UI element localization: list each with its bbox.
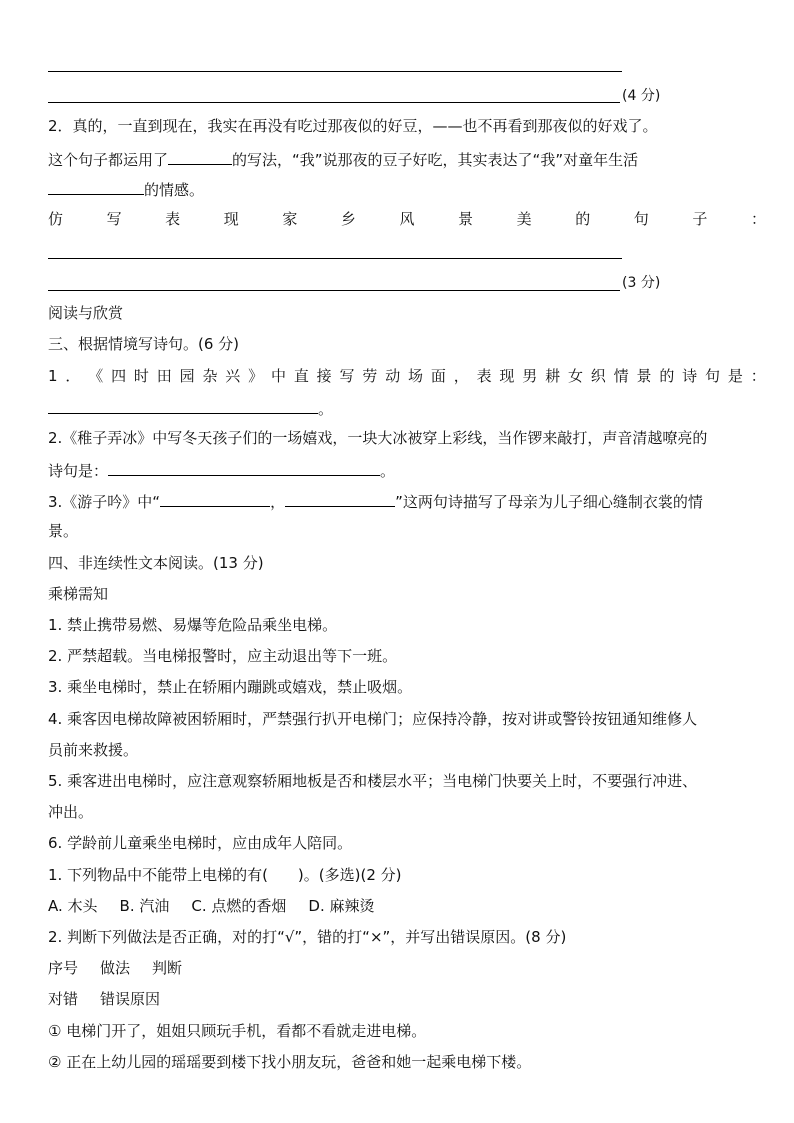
- fill-blank: [160, 490, 270, 507]
- punctuation: 。: [380, 462, 396, 480]
- answer-line: [48, 290, 620, 291]
- char: ：: [750, 367, 766, 385]
- char: 景: [458, 210, 474, 228]
- answer-line: [48, 102, 620, 103]
- char: 表: [165, 210, 181, 228]
- question-text-part: 的写法，“我”说那夜的豆子好吃，其实表达了“我”对童年生活: [232, 151, 639, 169]
- section-heading: 阅读与欣赏: [48, 304, 124, 322]
- table-header: [48, 989, 160, 1009]
- option-b: B. 汽油: [119, 897, 170, 915]
- question-text: [48, 178, 204, 198]
- char: 园: [179, 367, 195, 385]
- char: 男: [522, 367, 538, 385]
- char: 场: [408, 367, 424, 385]
- char: 动: [385, 367, 401, 385]
- char: 直: [293, 367, 309, 385]
- option-c: C. 点燃的香烟: [191, 897, 287, 915]
- table-row: ② 正在上幼儿园的瑶瑶要到楼下找小朋友玩，爸爸和她一起乘电梯下楼。: [48, 1053, 532, 1071]
- score-label: (3 分): [622, 275, 661, 291]
- table-row: ① 电梯门开了，姐姐只顾玩手机，看都不看就走进电梯。: [48, 1022, 427, 1040]
- fill-blank: [48, 178, 144, 195]
- char: 诗: [682, 367, 698, 385]
- char: 耕: [545, 367, 561, 385]
- question-text: 2. 判断下列做法是否正确，对的打“√”，错的打“×”，并写出错误原因。(8 分): [48, 928, 567, 946]
- answer-row: [48, 397, 333, 417]
- header-cell: 对错: [48, 990, 79, 1008]
- char: 《: [88, 367, 104, 385]
- question-text-part: 诗句是：: [48, 462, 109, 480]
- char: 是: [727, 367, 743, 385]
- answer-line: [48, 258, 622, 259]
- char: ，: [453, 367, 469, 385]
- question-text-part: 3.《游子吟》中“: [48, 493, 161, 511]
- char: 现: [223, 210, 239, 228]
- question-text: [48, 490, 703, 510]
- char: 写: [106, 210, 122, 228]
- table-header: [48, 958, 182, 978]
- char: 四: [111, 367, 127, 385]
- header-cell: 序号: [48, 959, 79, 977]
- notice-rule: 冲出。: [48, 803, 94, 821]
- char: 时: [133, 367, 149, 385]
- char: 写: [339, 367, 355, 385]
- char: 接: [316, 367, 332, 385]
- char: 句: [633, 210, 649, 228]
- char: 乡: [340, 210, 356, 228]
- notice-rule: 1. 禁止携带易燃、易爆等危险品乘坐电梯。: [48, 616, 338, 634]
- notice-rule: 员前来救援。: [48, 741, 139, 759]
- question-text-part: ”这两句诗描写了母亲为儿子细心缝制衣裳的情: [395, 493, 703, 511]
- punctuation: ，: [270, 493, 286, 511]
- char: 中: [270, 367, 286, 385]
- char: 美: [516, 210, 532, 228]
- section-title: 四、非连续性文本阅读。(13 分): [48, 554, 264, 572]
- char: 现: [499, 367, 515, 385]
- question-text: 景。: [48, 522, 79, 540]
- punctuation: 。: [318, 400, 334, 418]
- char: 》: [248, 367, 264, 385]
- question-text: 1. 下列物品中不能带上电梯的有( )。(多选)(2 分): [48, 866, 402, 884]
- char: 景: [636, 367, 652, 385]
- char: 兴: [225, 367, 241, 385]
- options-row: [48, 896, 374, 916]
- question-text-part: 这个句子都运用了: [48, 151, 169, 169]
- notice-rule: 4. 乘客因电梯故障被困轿厢时，严禁强行扒开电梯门；应保持冷静，按对讲或警铃按钮通知维修人: [48, 710, 698, 728]
- imitate-prompt: [48, 209, 766, 229]
- section-title: 三、根据情境写诗句。(6 分): [48, 335, 240, 353]
- char: 情: [613, 367, 629, 385]
- char: ：: [750, 210, 766, 228]
- fill-blank: [108, 459, 380, 476]
- char: 仿: [48, 210, 64, 228]
- fill-blank: [168, 148, 232, 165]
- question-text: 2．真的，一直到现在，我实在再没有吃过那夜似的好豆，——也不再看到那夜似的好戏了。: [48, 117, 658, 135]
- notice-title: 乘梯需知: [48, 585, 109, 603]
- char: 面: [430, 367, 446, 385]
- notice-rule: 2. 严禁超载。当电梯报警时，应主动退出等下一班。: [48, 647, 398, 665]
- char: 1: [48, 367, 58, 385]
- char: 田: [156, 367, 172, 385]
- question-text: [48, 459, 395, 479]
- answer-line: [48, 71, 622, 72]
- notice-rule: 5. 乘客进出电梯时，应注意观察轿厢地板是否和楼层水平；当电梯门快要关上时，不要强行冲进、: [48, 772, 698, 790]
- header-cell: 错误原因: [100, 990, 161, 1008]
- notice-rule: 6. 学龄前儿童乘坐电梯时，应由成年人陪同。: [48, 834, 353, 852]
- question-text: [48, 148, 638, 168]
- char: 风: [399, 210, 415, 228]
- char: 表: [476, 367, 492, 385]
- char: ．: [65, 367, 81, 385]
- fill-blank: [285, 490, 395, 507]
- char: 句: [705, 367, 721, 385]
- fill-blank: [48, 397, 318, 414]
- char: 织: [590, 367, 606, 385]
- char: 的: [575, 210, 591, 228]
- score-label: (4 分): [622, 88, 661, 104]
- header-cell: 判断: [152, 959, 183, 977]
- header-cell: 做法: [100, 959, 131, 977]
- poem-question-1: [48, 366, 766, 386]
- char: 女: [567, 367, 583, 385]
- option-d: D. 麻辣烫: [308, 897, 375, 915]
- option-a: A. 木头: [48, 897, 98, 915]
- char: 劳: [362, 367, 378, 385]
- question-text: 2.《稚子弄冰》中写冬天孩子们的一场嬉戏，一块大冰被穿上彩线，当作锣来敲打，声音清越嘹亮的: [48, 429, 708, 447]
- char: 家: [282, 210, 298, 228]
- notice-rule: 3. 乘坐电梯时，禁止在轿厢内蹦跳或嬉戏，禁止吸烟。: [48, 678, 413, 696]
- char: 杂: [202, 367, 218, 385]
- question-text-part: 的情感。: [144, 181, 205, 199]
- char: 子: [692, 210, 708, 228]
- char: 的: [659, 367, 675, 385]
